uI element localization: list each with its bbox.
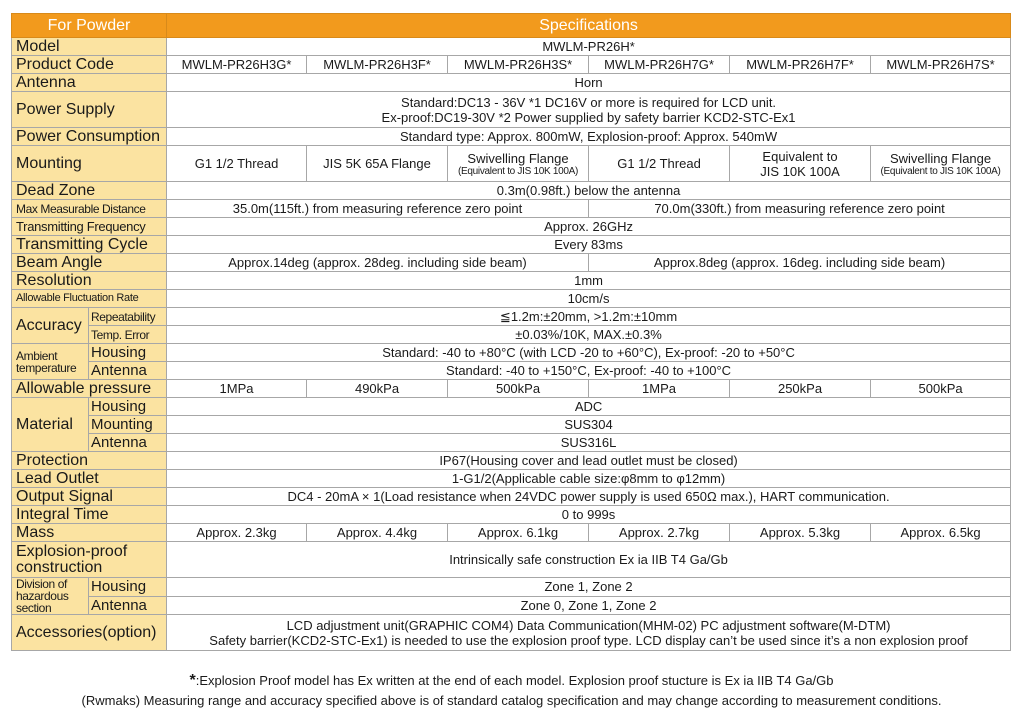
mounting-equivalent-line1: Equivalent to — [762, 148, 838, 164]
value-fluctuation: 10cm/s — [167, 290, 1011, 308]
row-tx-cycle — [12, 236, 1011, 254]
mounting-cell — [730, 146, 871, 182]
mounting-cell: G1 1/2 Thread — [589, 146, 730, 182]
header-for-powder: For Powder — [12, 14, 167, 38]
row-lead-outlet — [12, 470, 1011, 488]
row-ambient-antenna — [12, 362, 1011, 380]
value-material-antenna: SUS316L — [167, 434, 1011, 452]
row-ambient-housing — [12, 344, 1011, 362]
value-ambient-antenna: Standard: -40 to +150°C, Ex-proof: -40 to +100°C — [167, 362, 1011, 380]
footnote-text-1: :Explosion Proof model has Ex written at the end of each model. Explosion proof stucture is Ex ia IIB T4 Ga/Gb — [195, 673, 834, 688]
mass-cell: Approx. 2.3kg — [167, 524, 307, 542]
label-mass: Mass — [12, 524, 167, 542]
mounting-cell: JIS 5K 65A Flange — [307, 146, 448, 182]
row-power-supply — [12, 92, 1011, 128]
value-dead-zone: 0.3m(0.98ft.) below the antenna — [167, 182, 1011, 200]
label-integral-time: Integral Time — [12, 506, 167, 524]
value-temp-error: ±0.03%/10K, MAX.±0.3% — [167, 326, 1011, 344]
header-specifications: Specifications — [167, 14, 1011, 38]
label-antenna: Antenna — [12, 74, 167, 92]
row-model — [12, 38, 1011, 56]
row-explosion-proof — [12, 542, 1011, 578]
row-product-code — [12, 56, 1011, 74]
division-label-line1: Division of — [16, 577, 67, 591]
mounting-swivel-label: Swivelling Flange — [467, 150, 569, 166]
label-pressure: Allowable pressure — [12, 380, 167, 398]
label-ambient-housing: Housing — [89, 344, 167, 362]
label-accuracy: Accuracy — [12, 308, 89, 344]
row-tx-frequency — [12, 218, 1011, 236]
beam-angle-left: Approx.14deg (approx. 28deg. including side beam) — [167, 254, 589, 272]
max-distance-left: 35.0m(115ft.) from measuring reference zero point — [167, 200, 589, 218]
label-ambient-temperature — [12, 344, 89, 380]
product-code-cell: MWLM-PR26H7G* — [589, 56, 730, 74]
label-model: Model — [12, 38, 167, 56]
mounting-equivalent-line2: JIS 10K 100A — [760, 163, 840, 179]
mass-cell: Approx. 4.4kg — [307, 524, 448, 542]
explosion-label-line1: Explosion-proof — [16, 542, 128, 560]
spec-table — [11, 13, 1011, 651]
row-division-housing — [12, 578, 1011, 597]
value-division-antenna: Zone 0, Zone 1, Zone 2 — [167, 596, 1011, 615]
ambient-label-line1: Ambient — [16, 348, 58, 363]
value-material-housing: ADC — [167, 398, 1011, 416]
value-antenna: Horn — [167, 74, 1011, 92]
mounting-swivel-note: (Equivalent to JIS 10K 100A) — [880, 165, 1001, 177]
product-code-cell: MWLM-PR26H3S* — [448, 56, 589, 74]
label-material-mounting: Mounting — [89, 416, 167, 434]
row-accessories — [12, 615, 1011, 651]
product-code-cell: MWLM-PR26H3F* — [307, 56, 448, 74]
beam-angle-right: Approx.8deg (approx. 16deg. including side beam) — [589, 254, 1011, 272]
product-code-cell: MWLM-PR26H7F* — [730, 56, 871, 74]
row-fluctuation — [12, 290, 1011, 308]
value-explosion-proof: Intrinsically safe construction Ex ia IIB T4 Ga/Gb — [167, 542, 1011, 578]
row-division-antenna — [12, 596, 1011, 615]
row-material-antenna — [12, 434, 1011, 452]
value-power-consumption: Standard type: Approx. 800mW, Explosion-proof: Approx. 540mW — [167, 128, 1011, 146]
mounting-swivel-note: (Equivalent to JIS 10K 100A) — [458, 165, 579, 177]
footnote-star: * — [189, 672, 196, 689]
label-repeatability: Repeatability — [89, 308, 167, 326]
value-lead-outlet: 1-G1/2(Applicable cable size:φ8mm to φ12mm) — [167, 470, 1011, 488]
label-power-supply: Power Supply — [12, 92, 167, 128]
label-fluctuation: Allowable Fluctuation Rate — [12, 290, 167, 308]
row-beam-angle — [12, 254, 1011, 272]
row-mounting — [12, 146, 1011, 182]
label-lead-outlet: Lead Outlet — [12, 470, 167, 488]
footnote-remarks: (Rwmaks) Measuring range and accuracy specified above is of standard catalog specification and may change according to measurement conditions. — [81, 693, 942, 708]
value-integral-time: 0 to 999s — [167, 506, 1011, 524]
label-temp-error: Temp. Error — [89, 326, 167, 344]
division-label-line3: section — [16, 601, 52, 615]
label-resolution: Resolution — [12, 272, 167, 290]
row-power-consumption — [12, 128, 1011, 146]
label-division — [12, 578, 89, 615]
mass-cell: Approx. 6.5kg — [871, 524, 1011, 542]
mass-cell: Approx. 5.3kg — [730, 524, 871, 542]
max-distance-right: 70.0m(330ft.) from measuring reference zero point — [589, 200, 1011, 218]
value-power-supply — [167, 92, 1011, 128]
row-pressure — [12, 380, 1011, 398]
header-row — [12, 14, 1011, 38]
label-dead-zone: Dead Zone — [12, 182, 167, 200]
value-protection: IP67(Housing cover and lead outlet must be closed) — [167, 452, 1011, 470]
label-output-signal: Output Signal — [12, 488, 167, 506]
row-protection — [12, 452, 1011, 470]
value-accessories — [167, 615, 1011, 651]
label-protection: Protection — [12, 452, 167, 470]
row-dead-zone — [12, 182, 1011, 200]
row-material-housing — [12, 398, 1011, 416]
label-accessories: Accessories(option) — [12, 615, 167, 651]
value-output-signal: DC4 - 20mA × 1(Load resistance when 24VDC power supply is used 650Ω max.), HART communication. — [167, 488, 1011, 506]
pressure-cell: 490kPa — [307, 380, 448, 398]
mounting-cell — [448, 146, 589, 182]
row-accuracy-temp — [12, 326, 1011, 344]
pressure-cell: 250kPa — [730, 380, 871, 398]
pressure-cell: 1MPa — [589, 380, 730, 398]
row-mass — [12, 524, 1011, 542]
label-division-antenna: Antenna — [89, 596, 167, 615]
row-output-signal — [12, 488, 1011, 506]
product-code-cell: MWLM-PR26H3G* — [167, 56, 307, 74]
label-material: Material — [12, 398, 89, 452]
label-explosion-proof — [12, 542, 167, 578]
label-material-housing: Housing — [89, 398, 167, 416]
mass-cell: Approx. 2.7kg — [589, 524, 730, 542]
label-ambient-antenna: Antenna — [89, 362, 167, 380]
footnote-explosion-proof — [0, 672, 1023, 690]
row-antenna — [12, 74, 1011, 92]
row-accuracy-repeatability — [12, 308, 1011, 326]
value-division-housing: Zone 1, Zone 2 — [167, 578, 1011, 597]
value-tx-cycle: Every 83ms — [167, 236, 1011, 254]
label-material-antenna: Antenna — [89, 434, 167, 452]
mounting-cell: G1 1/2 Thread — [167, 146, 307, 182]
label-max-distance: Max Measurable Distance — [12, 200, 167, 218]
label-beam-angle: Beam Angle — [12, 254, 167, 272]
power-supply-standard: Standard:DC13 - 36V *1 DC16V or more is required for LCD unit. — [401, 94, 777, 110]
label-product-code: Product Code — [12, 56, 167, 74]
ambient-label-line2: temperature — [16, 360, 77, 375]
value-ambient-housing: Standard: -40 to +80°C (with LCD -20 to +60°C), Ex-proof: -20 to +50°C — [167, 344, 1011, 362]
row-max-distance — [12, 200, 1011, 218]
pressure-cell: 1MPa — [167, 380, 307, 398]
label-tx-frequency: Transmitting Frequency — [12, 218, 167, 236]
row-integral-time — [12, 506, 1011, 524]
label-division-housing: Housing — [89, 578, 167, 597]
row-resolution — [12, 272, 1011, 290]
pressure-cell: 500kPa — [871, 380, 1011, 398]
row-material-mounting — [12, 416, 1011, 434]
spec-table-wrapper — [11, 13, 1010, 651]
product-code-cell: MWLM-PR26H7S* — [871, 56, 1011, 74]
pressure-cell: 500kPa — [448, 380, 589, 398]
accessories-line1: LCD adjustment unit(GRAPHIC COM4) Data Communication(MHM-02) PC adjustment software(M-DTM) — [286, 617, 891, 633]
value-resolution: 1mm — [167, 272, 1011, 290]
label-mounting: Mounting — [12, 146, 167, 182]
value-model: MWLM-PR26H* — [167, 38, 1011, 56]
value-tx-frequency: Approx. 26GHz — [167, 218, 1011, 236]
power-supply-ex-proof: Ex-proof:DC19-30V *2 Power supplied by safety barrier KCD2-STC-Ex1 — [381, 109, 796, 125]
division-label-line2: hazardous — [16, 589, 69, 603]
mass-cell: Approx. 6.1kg — [448, 524, 589, 542]
mounting-swivel-label: Swivelling Flange — [889, 150, 992, 166]
mounting-cell — [871, 146, 1011, 182]
value-repeatability: ≦1.2m:±20mm, >1.2m:±10mm — [167, 308, 1011, 326]
label-power-consumption: Power Consumption — [12, 128, 167, 146]
accessories-line2: Safety barrier(KCD2-STC-Ex1) is needed to use the explosion proof type. LCD display can’t be used since it’s a non explosion proof — [209, 632, 968, 648]
label-tx-cycle: Transmitting Cycle — [12, 236, 167, 254]
explosion-label-line2: construction — [16, 558, 103, 576]
value-material-mounting: SUS304 — [167, 416, 1011, 434]
